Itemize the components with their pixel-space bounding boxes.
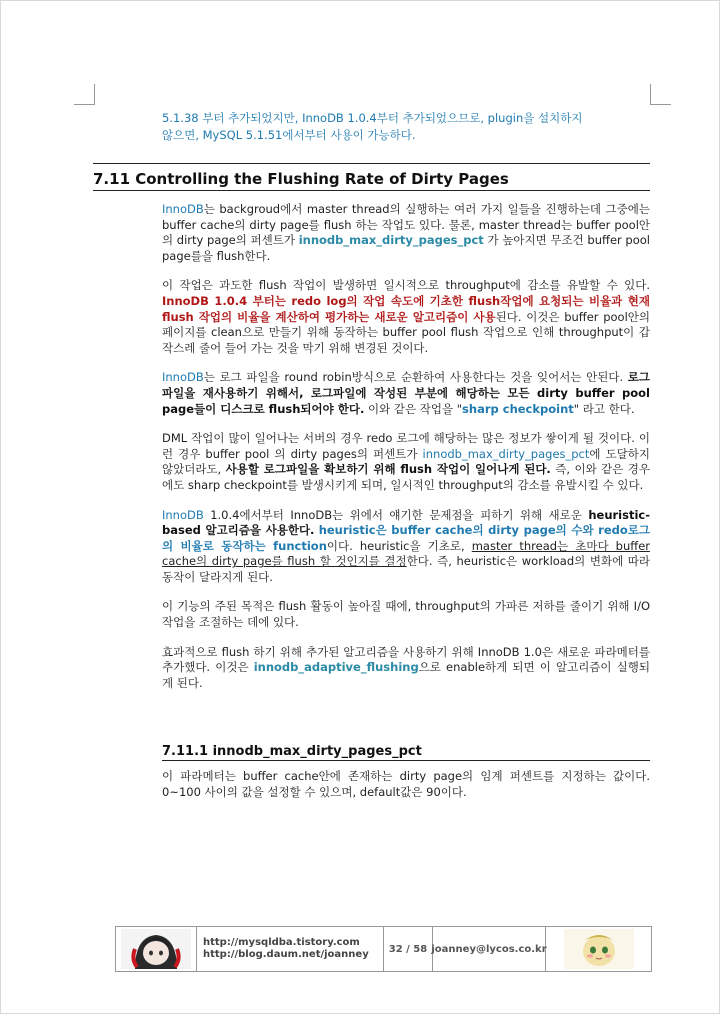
paragraph-3: [162, 370, 650, 417]
section-title: 7.11 Controlling the Flushing Rate of Dirty Pages: [93, 170, 509, 188]
highlight-bold: 사용할 로그파일을 확보하기 위해 flush 작업이 일어나게 된다.: [225, 462, 551, 477]
paragraph-7: [162, 645, 650, 692]
crop-mark-top-right: [650, 84, 671, 105]
text: 에 도달하지 않았더라도,: [162, 446, 651, 477]
text: " 라고 한다.: [573, 401, 635, 416]
subsection-title: 7.11.1 innodb_max_dirty_pages_pct: [162, 744, 650, 761]
text: 가 높아지면 무조건 buffer pool page를을 flush한다.: [162, 233, 651, 263]
term-innodb: InnoDB: [162, 370, 204, 385]
text: 이다. heuristic을 기초로,: [326, 538, 472, 553]
footer-links: [197, 927, 384, 971]
param-name: innodb_adaptive_flushing: [253, 660, 419, 675]
paragraph-4: [162, 431, 650, 493]
character-mascot-icon: [564, 929, 634, 969]
footer-page-number: 32 / 58: [384, 927, 433, 971]
highlight-bold: 로그 파일을 재사용하기 위해서, 로그파일에 작성된 부분에 해당하는 모든 dirty buffer pool page들이 디스크로 flush되어야 한다.: [162, 370, 650, 416]
text: 이 기능의 주된 목적은 flush 활동이 높아질 때에, throughput의 가파른 저하를 줄이기 위해 I/O 작업을 조절하는 데에 있다.: [162, 599, 650, 630]
text: 이 작업은 과도한 flush 작업이 발생하면 일시적으로 throughput에 감소를 유발할 수 있다.: [162, 278, 650, 293]
param-name: innodb_max_dirty_pages_pct: [422, 446, 590, 461]
subsection-text: 이 파라메터는 buffer cache안에 존재하는 dirty page의 임계 퍼센트를 지정하는 값이다. 0~100 사이의 값을 설정할 수 있으며, default값은 90이다.: [162, 769, 650, 799]
section-divider: [93, 163, 650, 164]
footer-email[interactable]: joanney@lycos.co.kr: [433, 927, 546, 971]
highlight-bold: heuristic-based 알고리즘을 사용한다.: [162, 507, 650, 538]
top-note: [162, 110, 650, 144]
footer-avatar-right: [546, 927, 651, 971]
param-name: innodb_max_dirty_pages_pct: [298, 233, 484, 248]
character-avatar-icon: [121, 929, 191, 969]
top-note-line-1: 5.1.38 부터 추가되었지만, InnoDB 1.0.4부터 추가되었으므로, plugin을 설치하지: [162, 111, 583, 125]
term-sharp-checkpoint: sharp checkpoint: [462, 401, 574, 416]
term-innodb: InnoDB: [162, 507, 204, 522]
text: 효과적으로 flush 하기 위해 추가된 알고리즘을 사용하기 위해 InnoDB 1.0은 새로운 파라메터를 추가했다. 이것은: [162, 644, 650, 675]
paragraph-1: [162, 202, 650, 264]
text: 한다. 즉, heuristic은 workload의 변화에 따라 동작이 달라지게 된다.: [162, 554, 650, 584]
paragraph-5: [162, 508, 650, 586]
footer-link-daum[interactable]: http://blog.daum.net/joanney: [203, 949, 369, 960]
highlight-blue: heuristic은 buffer cache의 dirty page의 수와 redo로그의 비율로 동작하는 function: [162, 523, 650, 553]
page-footer: [115, 926, 652, 972]
top-note-line-2: 않으면, MySQL 5.1.51에서부터 사용이 가능하다.: [162, 128, 416, 142]
section-title-underline: [93, 190, 650, 191]
text: 으로 enable하게 되면 이 알고리즘이 실행되게 된다.: [162, 660, 650, 690]
text: 1.0.4에서부터 InnoDB는 위에서 얘기한 문제점을 피하기 위해 새로운: [203, 507, 589, 522]
paragraph-2: [162, 278, 650, 356]
section-body: [162, 202, 650, 705]
text: 된다. 이것은 buffer pool안의 페이지를 clean으로 만들기 위해 동작하는 buffer pool flush 작업으로 인해 throughput이 갑작스레 줄어 들어 가는 것을 막기 위해 변경된 것이다.: [162, 309, 650, 355]
underlined-text: master thread는 초마다 buffer cache의 dirty page를 flush 할 것인지를 결정: [162, 538, 650, 569]
text: 즉, 이와 같은 경우에도 sharp checkpoint를 발생시키게 되며, 일시적인 throughput의 감소를 유발시킬 수 있다.: [162, 462, 650, 492]
text: 는 backgroud에서 master thread의 실행하는 여러 가지 일들을 진행하는데 그중에는 buffer cache의 dirty page를 flush 하는 작업도 있다. 물론, master thread는 buffer pool안의 dirty page의 퍼센트가: [162, 202, 650, 248]
text: 는 로그 파일을 round robin방식으로 순환하여 사용한다는 것을 잊어서는 안된다.: [203, 370, 628, 385]
text: 이와 같은 작업을 ": [364, 401, 463, 416]
footer-avatar-left: [116, 927, 197, 971]
highlight-red: InnoDB 1.0.4 부터는 redo log의 작업 속도에 기초한 flush작업에 요청되는 비율과 현재 flush 작업의 비율을 계산하여 평가하는 새로운 알고리즘이 사용: [162, 293, 650, 324]
term-innodb: InnoDB: [162, 202, 204, 216]
crop-mark-top-left: [74, 84, 95, 105]
paragraph-6: [162, 599, 650, 630]
text: DML 작업이 많이 일어나는 서버의 경우 redo 로그에 해당하는 많은 정보가 쌓이게 될 것이다. 이런 경우 buffer pool 의 dirty pages의 퍼센트가: [162, 431, 650, 461]
footer-link-tistory[interactable]: http://mysqldba.tistory.com: [203, 937, 360, 948]
